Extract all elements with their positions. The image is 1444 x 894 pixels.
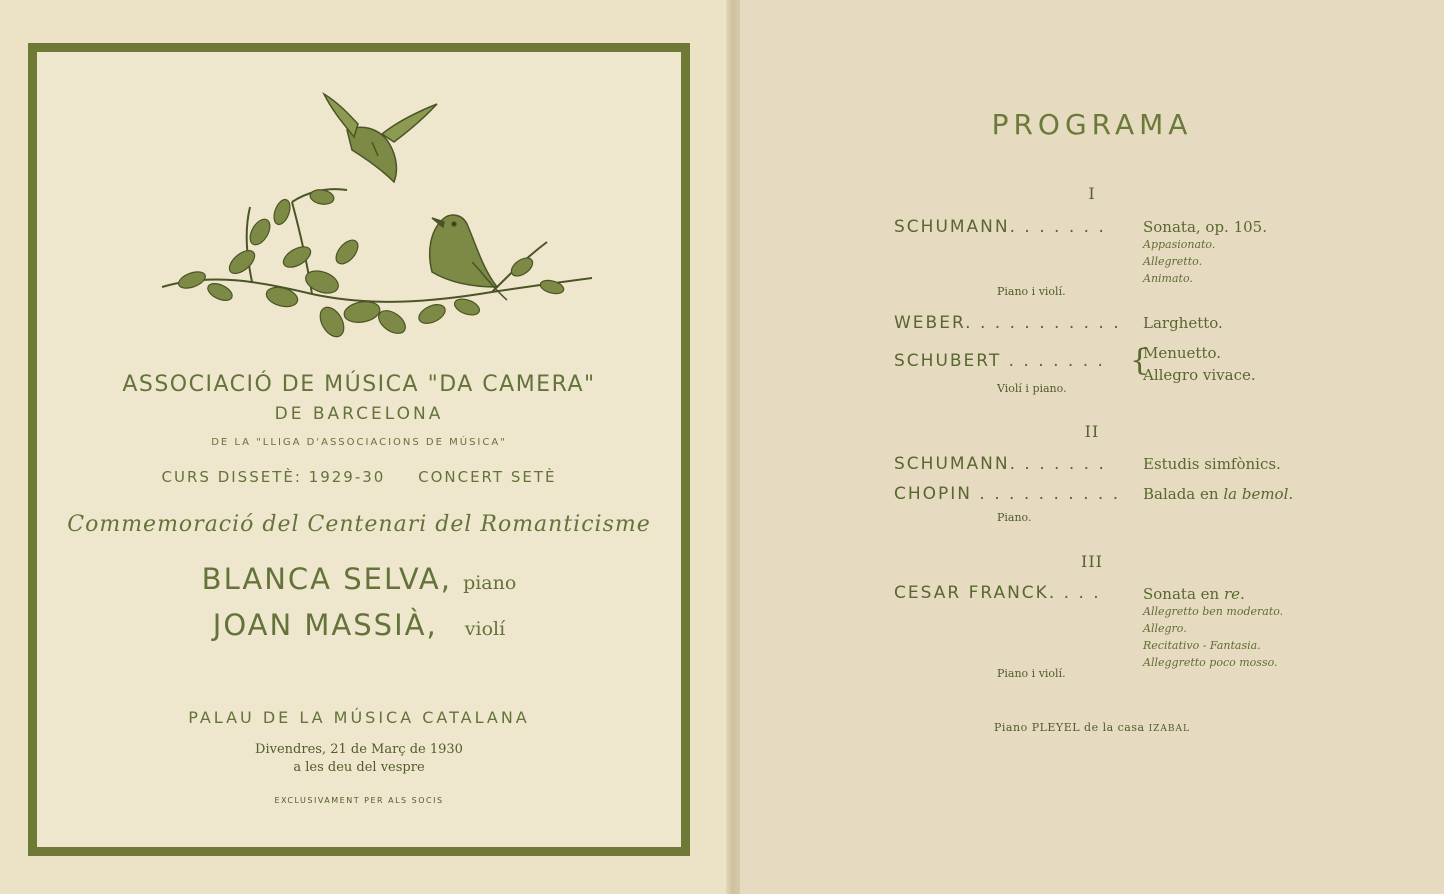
composer-chopin: CHOPIN . . . . . . . . . . [894, 484, 1121, 504]
piano-maker-note [740, 721, 1444, 734]
brace-icon: { [1130, 343, 1150, 378]
concert-time: a les deu del vespre [293, 760, 425, 775]
members-only-notice: EXCLUSIVAMENT PER ALS SOCIS [274, 796, 444, 805]
section-1-numeral: I [1088, 184, 1096, 203]
work-franck-sonata-key: re. [1223, 585, 1245, 603]
performer-1 [37, 562, 681, 596]
performer-2-instrument: violí [464, 618, 506, 640]
venue: PALAU DE LA MÚSICA CATALANA [188, 708, 530, 727]
work-schumann-sonata: Sonata, op. 105. [1143, 218, 1267, 236]
movement-animato: Animato. [1143, 272, 1193, 285]
cover-content [37, 52, 681, 847]
performer-1-name: BLANCA SELVA, [201, 562, 452, 596]
movement-allegretto-ben-moderato: Allegretto ben moderato. [1143, 605, 1284, 618]
composer-weber: WEBER. . . . . . . . . . . [894, 313, 1121, 333]
perched-bird-icon [430, 215, 507, 300]
movement-allegro: Allegro. [1143, 622, 1187, 635]
composer-schumann-1: SCHUMANN. . . . . . . [894, 217, 1106, 237]
work-schubert-allegro: Allegro vivace. [1143, 366, 1256, 384]
cover-border-frame [28, 43, 690, 856]
section-2-numeral: II [1084, 422, 1100, 441]
work-franck-sonata [1143, 585, 1245, 603]
course-and-concert [37, 468, 681, 486]
program-page [740, 0, 1444, 894]
movement-alleggretto-poco-mosso: Alleggretto poco mosso. [1143, 656, 1278, 669]
performer-1-instrument: piano [463, 572, 517, 594]
association-city: DE BARCELONA [274, 404, 444, 424]
program-title: PROGRAMA [991, 108, 1193, 141]
concert-date: Divendres, 21 de Març de 1930 [255, 742, 463, 757]
work-schumann-estudis: Estudis simfònics. [1143, 455, 1281, 473]
league-affiliation: DE LA "LLIGA D'ASSOCIACIONS DE MÚSICA" [211, 437, 507, 448]
work-franck-sonata-title: Sonata en [1143, 585, 1220, 603]
work-chopin-balada [1143, 485, 1293, 503]
performers-piano-violin-1: Piano i violí. [997, 285, 1066, 298]
composer-schubert: SCHUBERT . . . . . . . [894, 351, 1105, 371]
book-gutter [726, 0, 740, 894]
piano-maker-name: IZABAL [1148, 724, 1190, 734]
performers-violin-piano: Violí i piano. [997, 382, 1067, 395]
composer-franck: CESAR FRANCK. . . . [894, 583, 1101, 603]
work-schubert-menuetto: Menuetto. [1143, 344, 1222, 362]
movement-allegretto: Allegretto. [1143, 255, 1203, 268]
movement-recitativo-fantasia: Recitativo - Fantasia. [1143, 639, 1261, 652]
performer-2-name: JOAN MASSIÀ, [212, 608, 438, 642]
work-weber-larghetto: Larghetto. [1143, 314, 1223, 332]
association-name: ASSOCIACIÓ DE MÚSICA "DA CAMERA" [122, 372, 596, 397]
course-label: CURS DISSETÈ: 1929-30 [161, 468, 386, 486]
commemoration-title: Commemoració del Centenari del Romanticisme [67, 512, 651, 537]
performers-piano: Piano. [997, 511, 1032, 524]
movement-appasionato: Appasionato. [1143, 238, 1216, 251]
work-chopin-balada-key: la bemol. [1223, 485, 1294, 503]
composer-schumann-2: SCHUMANN. . . . . . . [894, 454, 1106, 474]
concert-label: CONCERT SETÈ [418, 468, 557, 486]
piano-maker-note-text: Piano PLEYEL de la casa [994, 721, 1145, 734]
birds-and-branches-illustration [132, 82, 592, 362]
section-3-numeral: III [1081, 552, 1103, 571]
work-chopin-balada-title: Balada en [1143, 485, 1219, 503]
performer-2 [37, 608, 681, 642]
performers-piano-violin-2: Piano i violí. [997, 667, 1066, 680]
flying-bird-icon [324, 94, 437, 182]
